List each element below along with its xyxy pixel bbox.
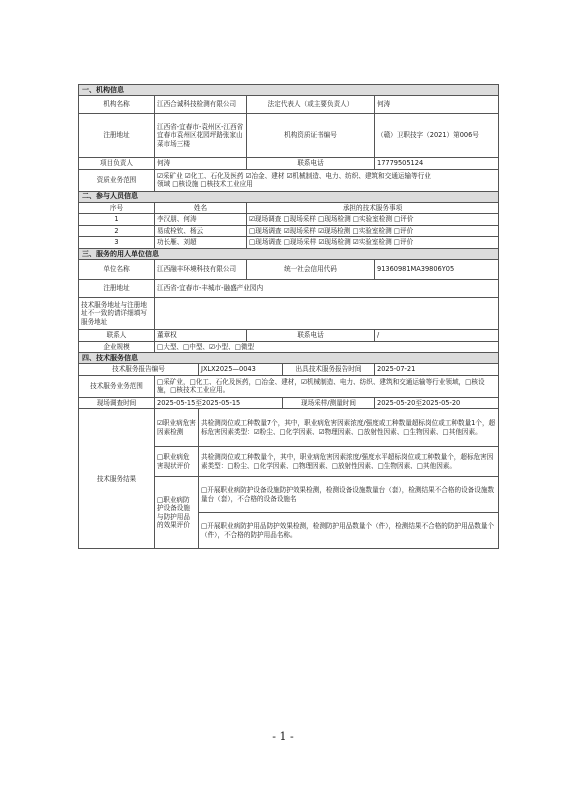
info-table — [78, 84, 499, 549]
svc-addr-label: 技术服务地址与注册地址不一致的请详细填写服务地址 — [79, 297, 155, 329]
contact-phone-label: 联系电话 — [247, 329, 375, 341]
org-name: 江西合诚科技检测有限公司 — [155, 96, 247, 114]
contact-name: 董章权 — [155, 329, 247, 341]
section-title-org: 一、机构信息 — [79, 85, 499, 96]
unit-label: 单位名称 — [79, 259, 155, 279]
result-detection-label: ☑职业病危害因素检测 — [155, 409, 199, 447]
scope-label: 资质业务范围 — [79, 169, 155, 191]
org-addr: 江西省-宜春市-袁州区-江西省宜春市袁州区花园坪路张家山菜市场三楼 — [155, 114, 247, 158]
svc-scope: □采矿业，□化工、石化及医药，□冶金、建材，☑机械制造、电力、纺织、建筑和交通运输等行业领域，□核设施，□核技术工业应用。 — [155, 375, 499, 397]
section-title-service: 四、技术服务信息 — [79, 353, 499, 364]
scope-line-2: 领域 □核设施 □核技术工业应用 — [157, 180, 253, 189]
staff-header-duty: 承担的技术服务事项 — [247, 202, 499, 214]
result-evaluation-text: 共检测岗位或工种数量个，其中，职业病危害因素浓度/强度水平超标岗位或工种数量个，超标危害因素类型：□粉尘、□化学因素、□物理因素、□放射性因素、□生物因素、□其他因素。 — [199, 447, 499, 477]
size-checkboxes: □大型、□中型、☑小型、□微型 — [155, 341, 499, 353]
contact-label: 联系人 — [79, 329, 155, 341]
staff-row — [79, 225, 499, 237]
employer-addr-label: 注册地址 — [79, 279, 155, 297]
result-protection-equipment: □开展职业病防护设备设施防护效果检测，检测设备设施数量台（套），检测结果不合格的设备设施数量台（套），不合格的设备设施名 — [199, 477, 499, 513]
staff-name: 功长雁、刘超 — [155, 237, 247, 249]
report-time-label: 出具技术服务报告时间 — [283, 364, 375, 376]
section-title-employer: 三、服务的用人单位信息 — [79, 248, 499, 259]
svc-scope-label: 技术服务业务范围 — [79, 375, 155, 397]
legal-rep-label: 法定代表人（或主要负责人） — [247, 96, 375, 114]
survey-time: 2025-05-15至2025-05-15 — [155, 397, 283, 409]
report-no: JXLX2025—0043 — [199, 364, 283, 376]
staff-name: 李汉朋、何涛 — [155, 214, 247, 226]
result-protection-ppe: □开展职业病防护用品防护效果检测，检测防护用品数量个（件），检测结果不合格的防护用品数量个（件），不合格的防护用品名称。 — [199, 513, 499, 549]
staff-no: 2 — [79, 225, 155, 237]
pm-name: 何涛 — [155, 158, 247, 170]
report-form — [78, 84, 498, 549]
page-number: - 1 - — [272, 730, 294, 743]
contact-phone: / — [375, 329, 499, 341]
result-label: 技术服务结果 — [79, 409, 155, 549]
cert-label: 机构资质证书编号 — [247, 114, 375, 158]
result-protection-label: □职业病防护设备设施与防护用品的效果评价 — [155, 477, 199, 549]
staff-header-name: 姓名 — [155, 202, 247, 214]
staff-name: 易成栓钦、杨云 — [155, 225, 247, 237]
staff-duty: □现场调查 □现场采样 ☑现场检测 ☑实验室检测 □评价 — [247, 237, 499, 249]
staff-no: 3 — [79, 237, 155, 249]
svc-addr — [155, 297, 499, 329]
result-evaluation-label: □职业病危害现状评价 — [155, 447, 199, 477]
cert-number: （赣）卫职技字（2021）第006号 — [375, 114, 499, 158]
staff-duty: □现场调查 ☑现场采样 ☑现场检测 □实验室检测 □评价 — [247, 225, 499, 237]
org-addr-label: 注册地址 — [79, 114, 155, 158]
sampling-time: 2025-05-20至2025-05-20 — [375, 397, 499, 409]
org-name-label: 机构名称 — [79, 96, 155, 114]
section-title-staff: 二、参与人员信息 — [79, 191, 499, 202]
org-phone: 17779505124 — [375, 158, 499, 170]
employer-addr: 江西省-宜春市-丰城市-融盛产业园内 — [155, 279, 499, 297]
report-time: 2025-07-21 — [375, 364, 499, 376]
sampling-time-label: 现场采样/测量时间 — [283, 397, 375, 409]
pm-label: 项目负责人 — [79, 158, 155, 170]
report-no-label: 技术服务报告编号 — [79, 364, 199, 376]
result-detection-text: 共检测岗位或工种数量7个，其中，职业病危害因素浓度/强度或工种数量超标岗位或工种数量1个，超标危害因素类型：☑粉尘、□化学因素、☑物理因素、□放射性因素、□生物因素、□其他因素。 — [199, 409, 499, 447]
staff-header-no: 序号 — [79, 202, 155, 214]
scope-checkboxes — [155, 169, 499, 191]
staff-no: 1 — [79, 214, 155, 226]
staff-row — [79, 237, 499, 249]
scope-line-1: ☑采矿业 ☑化工、石化及医药 ☑冶金、建材 ☑机械制造、电力、纺织、建筑和交通运输等行业 — [157, 171, 431, 180]
staff-row — [79, 214, 499, 226]
credit-code: 91360981MA39806Y05 — [375, 259, 499, 279]
org-phone-label: 联系电话 — [247, 158, 375, 170]
survey-time-label: 现场调查时间 — [79, 397, 155, 409]
staff-duty: ☑现场调查 □现场采样 □现场检测 □实验室检测 □评价 — [247, 214, 499, 226]
unit-name: 江西融丰环境科技有限公司 — [155, 259, 247, 279]
credit-code-label: 统一社会信用代码 — [247, 259, 375, 279]
legal-rep: 何涛 — [375, 96, 499, 114]
size-label: 企业规模 — [79, 341, 155, 353]
